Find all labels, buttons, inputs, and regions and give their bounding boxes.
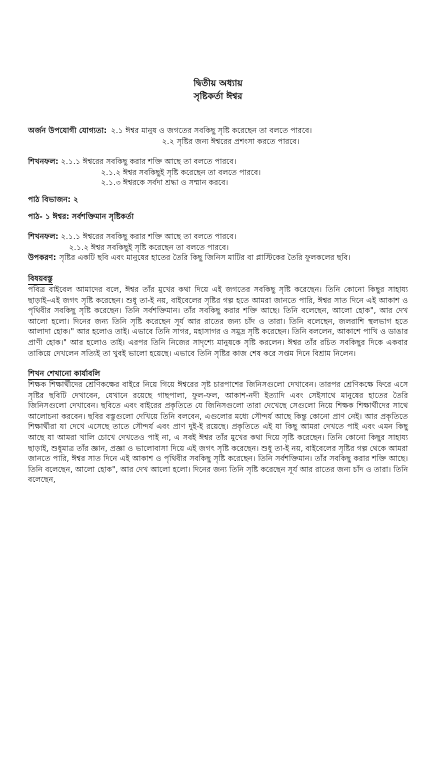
materials-text: সৃষ্টির একটি ছবি এবং মানুষের হাতের তৈরি কিছু জিনিস মাটির বা প্লাস্টিকের তৈরি ফুলকলের ছবি। <box>59 253 351 263</box>
learning-outcome-item: ২.১.১ ঈশ্বরের সবকিছু করার শক্তি আছে তা বলতে পারবে। <box>60 232 237 242</box>
learning-outcome-item: ২.১.৩ ঈশ্বরকে সর্বদা শ্রদ্ধা ও সম্মান করবে। <box>101 178 229 188</box>
objectives-block <box>28 126 408 147</box>
teaching-section <box>28 369 408 486</box>
learning-outcomes-1 <box>28 157 408 189</box>
objective-item: ২.২ সৃষ্টির জন্য ঈশ্বরের প্রশংসা করতে পারবে। <box>162 136 300 146</box>
lesson-split: পাঠ বিভাজন: ২ <box>28 194 79 204</box>
learning-outcome-item: ২.১.২ ঈশ্বর সবকিছুই সৃষ্টি করেছেন তা বলতে পারবে। <box>101 167 261 177</box>
content-heading: বিষয়বস্তু <box>28 273 53 283</box>
objective-item: ২.১ ঈশ্বর মানুষ ও জগতের সবকিছু সৃষ্টি করেছেন তা বলতে পারবে। <box>110 126 312 135</box>
content-section <box>28 274 408 359</box>
materials-label: উপকরণ: <box>28 253 57 263</box>
learning-outcomes-2 <box>28 232 408 253</box>
learning-outcome-item: ২.১.১ ঈশ্বরের সবকিছু করার শক্তি আছে তা বলতে পারবে। <box>60 157 237 167</box>
learning-outcomes-label: শিখনফল: <box>28 157 59 167</box>
learning-outcomes-label: শিখনফল: <box>28 232 59 242</box>
teaching-heading: শিখন শেখানো কার্যাবলি <box>28 369 101 379</box>
lesson-title: পাঠ- ১ ঈশ্বর: সর্বশক্তিমান সৃষ্টিকর্তা <box>28 211 134 221</box>
chapter-number: দ্বিতীয় অধ্যায় <box>193 79 243 89</box>
chapter-title: সৃষ্টিকর্তা ঈশ্বর <box>193 92 243 102</box>
objectives-label: অর্জন উপযোগী যোগ্যতা: <box>28 126 107 135</box>
learning-outcome-item: ২.১.২ ঈশ্বর সবকিছুই সৃষ্টি করেছেন তা বলতে পারবে। <box>69 242 229 252</box>
materials-block <box>28 253 408 264</box>
teaching-paragraph: শিক্ষক শিক্ষার্থীদের শ্রেণিকক্ষের বাইরে নিয়ে গিয়ে ঈশ্বরের সৃষ্ট চারপাশের জিনিসগুলো দেখাবেন। তারপর শ্রেণিকক্ষে ফিরে এসে সৃষ্টির ছবিটি দেখাবেন, যেখানে রয়েছে গাছপালা, ফুল-ফল, আকাশ-নদী ইত্যাদি এবং সেইসাথে মানুষের হাতের তৈরি জিনিসগুলো দেখাবেন। ছবিতে এবং বাইরের প্রকৃতিতে যে জিনিসগুলো তারা দেখেছে সেগুলো নিয়ে শিক্ষক শিক্ষার্থীদের সাথে আলোচনা করবেন। ছবির বস্তুগুলো দেখিয়ে তিনি বলবেন, এগুলোর মধ্যে সৌন্দর্য আছে কিন্তু কোনো প্রাণ নেই। আর প্রকৃতিতে শিক্ষার্থীরা যা দেখে এসেছে তাতে সৌন্দর্য এবং প্রাণ দুই-ই রয়েছে। প্রকৃতিতে এই যা কিছু আমরা দেখতে পাই এবং এমন কিছু আছে যা আমরা খালি চোখে দেখতেও পাই না, এ সবই ঈশ্বর তাঁর মুখের কথা দিয়ে সৃষ্টি করেছেন। তিনি কোনো কিছুর সাহায্য ছাড়াই, শুধুমাত্র তাঁর জ্ঞান, প্রজ্ঞা ও ভালোবাসা দিয়ে এই জগৎ সৃষ্টি করেছেন। শুধু তা-ই নয়, বাইবেলের সৃষ্টির গল্প থেকে আমরা জানতে পারি, ঈশ্বর সাত দিনে এই আকাশ ও পৃথিবীর সবকিছু সৃষ্টি করেছেন। তিনি সর্বশক্তিমান। তাঁর সবকিছু করার শক্তি আছে। তিনি বলেছেন, আলো হোক", আর দেখ আলো হলো। দিনের জন্য তিনি সৃষ্টি করেছেন সূর্য আর রাতের জন্য চাঁদ ও তারা। তিনি বলেছেন, <box>28 380 408 485</box>
content-paragraph: পবিত্র বাইবেল আমাদের বলে, ঈশ্বর তাঁর মুখের কথা দিয়ে এই জগতের সবকিছু সৃষ্টি করেছেন। তিনি কোনো কিছুর সাহায্য ছাড়াই–এই জগৎ সৃষ্টি করেছেন। শুধু তা-ই নয়, বাইবেলের সৃষ্টির গল্প হতে আমরা জানতে পারি, ঈশ্বর সাত দিনে এই আকাশ ও পৃথিবীর সবকিছু সৃষ্টি করেছেন। তিনি সর্বশক্তিমান। তাঁর সবকিছু করার শক্তি আছে। তিনি বলেছেন, আলো হোক", আর দেখ আলো হলো। দিনের জন্য তিনি সৃষ্টি করেছেন সূর্য আর রাতের জন্য চাঁদ ও তারা। তিনি বলেছেন, জলরাশি স্থলভাগ হতে আলাদা হোক।" আর হলোও তাই। এভাবে তিনি সাগর, মহাসাগর ও সমুদ্র সৃষ্টি করেছেন। তিনি বললেন, আকাশে পাখি ও ডাঙার প্রাণী হোক।" আর হলোও তাই। এরপর তিনি নিজের সাদৃশ্যে মানুষকে সৃষ্টি করলেন। ঈশ্বর তাঁর রচিত সবকিছুর দিকে একবার তাকিয়ে দেখলেন সত্যিই তা খুবই ভালো হয়েছে। এভাবে তিনি সৃষ্টির কাজ শেষ করে সপ্তম দিনে বিশ্রাম নিলেন। <box>28 284 408 358</box>
chapter-header <box>28 0 408 104</box>
